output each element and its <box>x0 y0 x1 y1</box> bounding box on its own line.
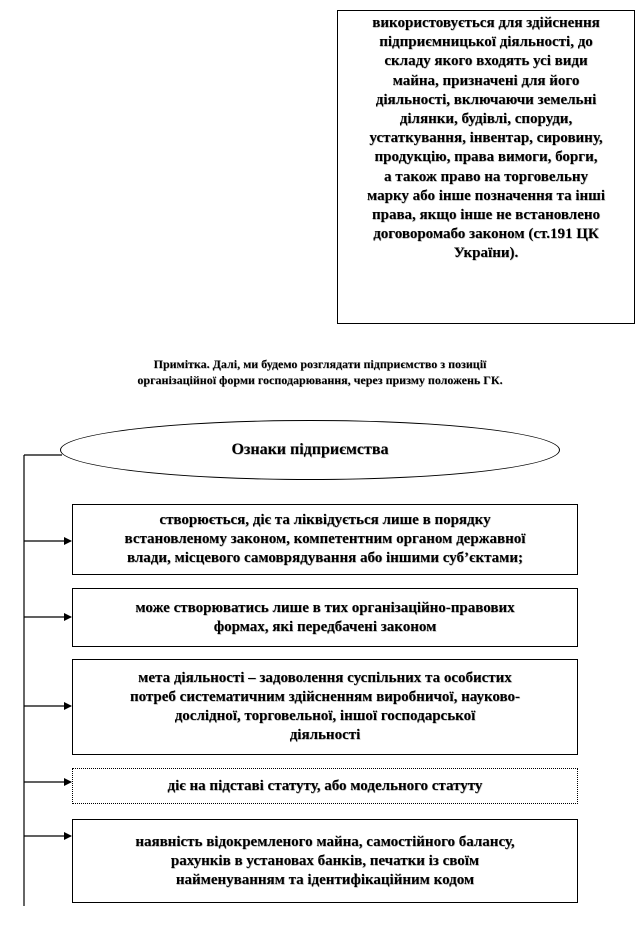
feature-line: діяльності <box>289 727 361 743</box>
feature-line: мета діяльності – задоволення суспільних та особистих <box>138 670 512 686</box>
definition-line: продукцію, права вимоги, борги, <box>374 149 598 166</box>
feature-line: потреб систематичним здійсненням виробничої, науково- <box>129 689 521 705</box>
definition-line: ділянки, будівлі, споруди, <box>399 111 573 128</box>
feature-line: дослідної, торговельної, іншої господарської <box>174 708 476 724</box>
feature-line: може створюватись лише в тих організаційно-правових <box>135 599 515 616</box>
feature-box-4 <box>72 768 578 804</box>
feature-line: влади, місцевого самоврядування або іншими суб’єктами; <box>126 550 524 566</box>
feature-box-3 <box>72 659 578 755</box>
definition-line: діяльності, включаючи земельні <box>375 91 597 108</box>
definition-line: складу якого входять усі види <box>384 53 588 70</box>
feature-line: рахунків в установах банків, печатки із своїм <box>170 852 480 869</box>
feature-line: діє на підставі статуту, або модельного статуту <box>167 777 483 794</box>
definition-line: а також право на торговельну <box>384 168 588 185</box>
definition-line: устаткування, інвентар, сировину, <box>369 130 603 147</box>
features-title: Ознаки підприємства <box>231 441 389 458</box>
definition-line: марку або інше позначення та інші <box>367 187 605 204</box>
feature-line: формах, які передбачені законом <box>213 618 437 635</box>
feature-box-2 <box>72 588 578 647</box>
feature-box-1 <box>72 504 578 575</box>
definition-line: використовується для здійснення <box>372 15 600 31</box>
feature-line: наявність відокремленого майна, самостійного балансу, <box>135 833 515 850</box>
feature-line: встановленому законом, компетентним органом державної <box>124 531 526 547</box>
note-line: Примітка. Далі, ми будемо розглядати підприємство з позиції <box>153 357 487 371</box>
definition-line: майна, призначені для його <box>392 72 580 89</box>
note-line: організаційної форми господарювання, через призму положень ГК. <box>137 373 503 387</box>
definition-line: підприємницької діяльності, до <box>379 34 593 51</box>
definition-line: права, якщо інше не встановлено <box>371 207 601 224</box>
features-title-ellipse <box>60 420 560 480</box>
feature-box-5 <box>72 819 578 903</box>
definition-line: договоромабо законом (ст.191 ЦК <box>373 226 599 243</box>
feature-line: найменуванням та ідентифікаційним кодом <box>175 871 475 888</box>
definition-line: України). <box>453 245 519 262</box>
feature-line: створюється, діє та ліквідується лише в порядку <box>159 512 491 528</box>
